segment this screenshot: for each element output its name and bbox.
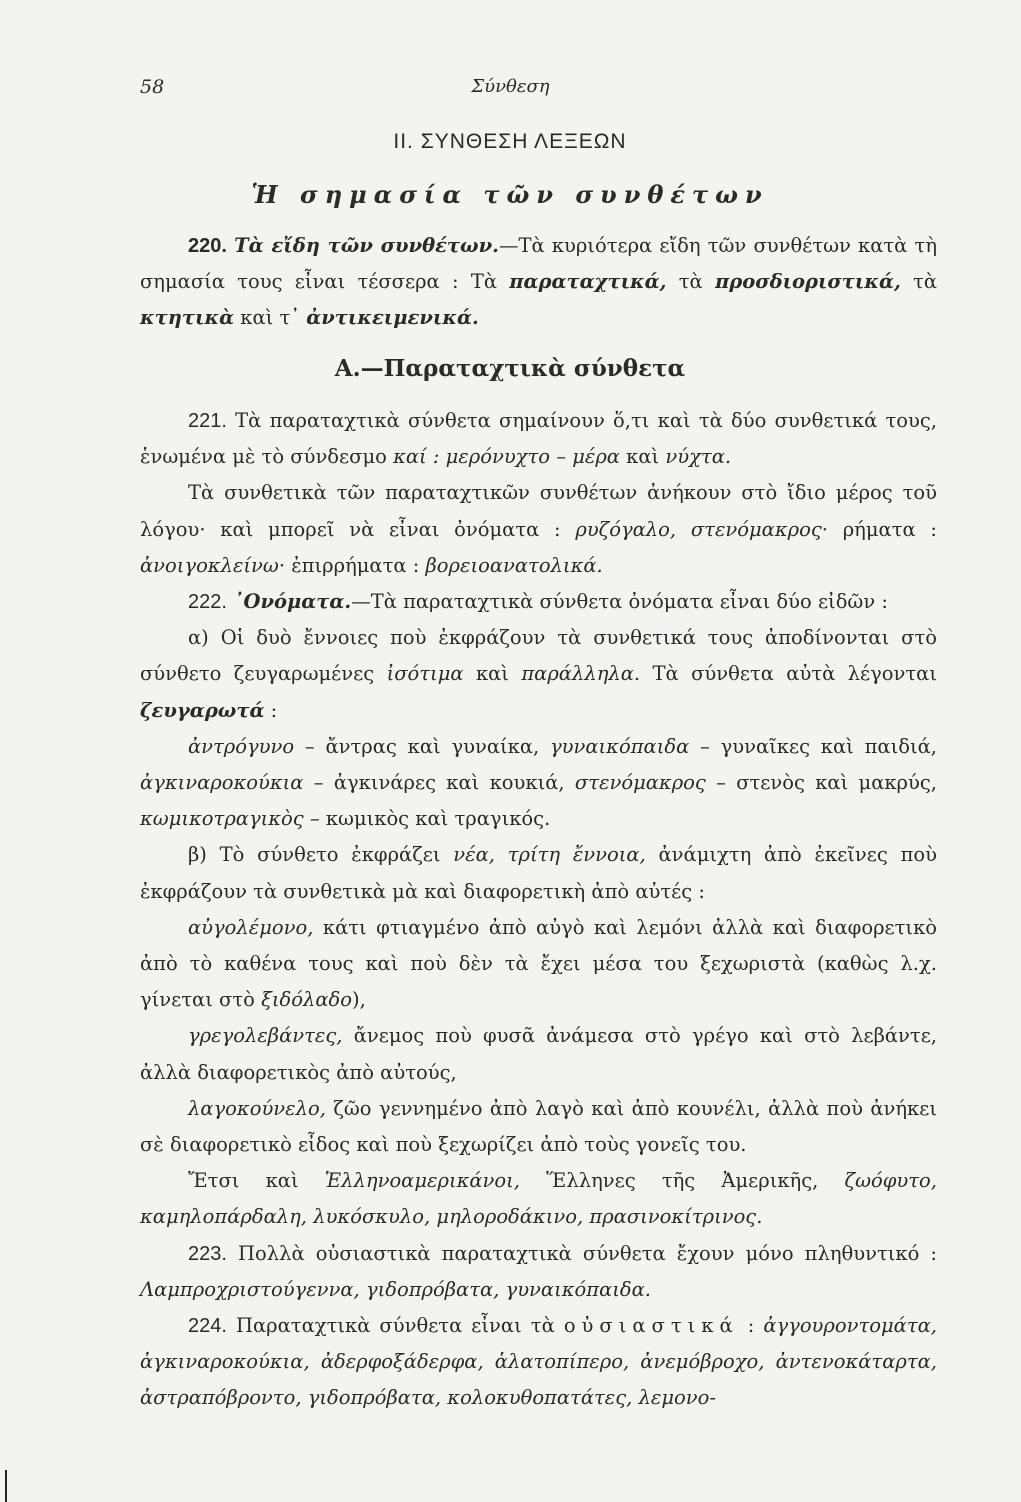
text-span xyxy=(140,306,234,329)
text-span: καὶ xyxy=(463,662,522,686)
text-span: ᾿Ονόματα. xyxy=(226,590,352,614)
text-span: —Τὰ παραταχτικὰ σύνθετα ὀνόματα εἶναι δύο εἰδῶν : xyxy=(351,590,888,614)
text-span: ἰσότιμα xyxy=(386,662,464,686)
text-span: – ἄντρας καὶ γυναίκα, xyxy=(294,734,550,758)
text-span: Ἑλληνοαμερικάνοι, xyxy=(324,1169,520,1193)
text-span: : xyxy=(264,698,278,722)
text-span: καὶ xyxy=(619,445,666,469)
text-span xyxy=(715,270,901,293)
text-span: ξιδόλαδο xyxy=(261,988,352,1012)
paragraph-222b-example-4 xyxy=(140,1163,937,1235)
paragraph-224 xyxy=(140,1308,937,1417)
text-span: προσδιοριστικά, xyxy=(714,270,901,294)
paragraph-heading: Τὰ εἴδη τῶν συνθέτων. xyxy=(234,234,499,257)
text-span: – xyxy=(550,445,573,469)
text-span: ρήματα : xyxy=(827,517,937,541)
text-span: —Τὰ κυριότερα εἴδη τῶν συνθέτων κατὰ τὴ σημασία τους εἶναι τέσσερα : Τὰ xyxy=(140,234,938,294)
text-span xyxy=(140,699,264,722)
text-span: βορειοανατολικά. xyxy=(425,553,603,577)
text-span: καί : μερόνυχτο xyxy=(393,445,551,469)
text-span: ἀνάμιχτη ἀπὸ ἐκεῖνες ποὺ ἐκφράζουν τὰ συνθετικὰ μὰ καὶ διαφορετικὴ ἀπὸ αὐτές : xyxy=(140,843,937,903)
section-title: II. ΣΥΝΘΕΣΗ ΛΕΞΕΩΝ xyxy=(393,130,627,153)
running-title: Σύνθεση xyxy=(471,76,550,97)
paragraph-221 xyxy=(140,403,937,475)
text-span: – ἀγκινάρες καὶ κουκιά, xyxy=(303,771,575,795)
paragraphs-221-224 xyxy=(140,403,937,1417)
paragraph-221b xyxy=(140,475,937,584)
text-span: μέρα xyxy=(572,445,620,469)
text-span xyxy=(509,270,666,293)
text-span: Πολλὰ οὐσιαστικὰ παραταχτικὰ σύνθετα ἔχουν μόνο πληθυντικό : xyxy=(226,1241,937,1265)
text-span: – γυναῖκες καὶ παιδιά, xyxy=(689,734,937,758)
text-span: κάτι φτιαγμένο ἀπὸ αὐγὸ καὶ λεμόνι ἀλλὰ καὶ διαφορετικὸ ἀπὸ τὸ καθένα τους καὶ ποὺ δὲν τὰ ἔχει μέσα του ξεχωριστὰ (καθὼς λ.χ. γίνεται στὸ xyxy=(140,915,937,1012)
text-span: ἄνεμος ποὺ φυσᾶ ἀνάμεσα στὸ γρέγο καὶ στὸ λεβάντε, ἀλλὰ διαφορετικὸς ἀπὸ αὐτούς, xyxy=(140,1024,937,1084)
paragraph-222b-example-1 xyxy=(140,910,937,1019)
text-span: 223. xyxy=(188,1242,227,1265)
text-span: ζωόφυτο, καμηλοπάρδαλη, λυκόσκυλο, μηλοροδάκινο, πρασινοκίτρινος. xyxy=(140,1169,937,1229)
text-span: Τὰ παραταχτικὰ σύνθετα σημαίνουν ὅ,τι καὶ τὰ δύο συνθετικά τους, ἑνωμένα μὲ τὸ σύνδεσμο xyxy=(140,409,937,469)
text-span: ἀντρόγυνο xyxy=(188,734,295,758)
text-span: λαγοκούνελο, xyxy=(188,1096,326,1120)
text-span xyxy=(306,306,479,329)
page-number: 58 xyxy=(140,76,165,98)
text-span: ἀγκιναροκούκια xyxy=(140,771,304,795)
text-span: παραταχτικά, xyxy=(509,270,667,294)
paragraph-222b-example-2 xyxy=(140,1018,937,1090)
text-span: ), xyxy=(351,988,366,1012)
text-span: : xyxy=(738,1314,764,1338)
text-span: παράλληλα. xyxy=(521,662,641,686)
text-span: καὶ τ᾿ xyxy=(234,306,307,330)
scan-edge-mark xyxy=(5,1470,7,1502)
text-span xyxy=(234,234,499,257)
text-span: στενόμακρος xyxy=(574,771,706,795)
paragraph-number: 220. xyxy=(188,235,227,257)
text-span: ἀνοιγοκλείνω· xyxy=(140,553,286,577)
paragraph-222b xyxy=(140,837,937,909)
paragraph-222a-examples xyxy=(140,729,937,838)
text-span xyxy=(140,228,937,337)
section-a-title: Α.—Παραταχτικὰ σύνθετα xyxy=(334,355,686,382)
paragraph-220 xyxy=(140,228,937,337)
text-span: – κωμικὸς καὶ τραγικός. xyxy=(303,807,551,831)
text-span: κτητικὰ xyxy=(140,306,235,330)
text-span: ζευγαρωτά xyxy=(140,698,265,722)
text-span: Λαμπροχριστούγεννα, γιδοπρόβατα, γυναικόπαιδα. xyxy=(140,1277,651,1301)
paragraph-222 xyxy=(140,584,937,620)
text-span: νέα, τρίτη ἔννοια, xyxy=(453,843,646,867)
text-span: γρεγολεβάντες, xyxy=(188,1024,343,1048)
text-span: κωμικοτραγικὸς xyxy=(140,807,304,831)
subsection-title: Ἡ σημασία τῶν συνθέτων xyxy=(251,180,769,209)
text-span: Ἕλληνες τῆς Ἀμερικῆς, xyxy=(520,1169,845,1193)
paragraph-222a xyxy=(140,620,937,729)
text-span: Τὰ συνθετικὰ τῶν παραταχτικῶν συνθέτων ἀνήκουν στὸ ἴδιο μέρος τοῦ λόγου· καὶ μπορεῖ νὰ εἶναι ὀνόματα : xyxy=(140,481,937,541)
text-span: 222. xyxy=(188,591,227,614)
text-span: αὐγολέμονο, xyxy=(188,915,314,939)
text-span: τὰ xyxy=(666,270,715,294)
text-span xyxy=(227,590,351,613)
text-span: α) Οἱ δυὸ ἔννοιες ποὺ ἐκφράζουν τὰ συνθετικά τους ἀποδίνονται στὸ σύνθετο ζευγαρωμένες xyxy=(140,626,937,686)
paragraph-223 xyxy=(140,1236,937,1308)
text-span: – στενὸς καὶ μακρύς, xyxy=(705,771,937,795)
text-span: ζῶο γεννημένο ἀπὸ λαγὸ καὶ ἀπὸ κουνέλι, ἀλλὰ ποὺ ἀνήκει σὲ διαφορετικὸ εἶδος καὶ ποὺ ξεχωρίζει ἀπὸ τοὺς γονεῖς του. xyxy=(140,1096,937,1157)
text-span: Παραταχτικὰ σύνθετα εἶναι τὰ xyxy=(226,1314,564,1338)
text-span: β) Τὸ σύνθετο ἐκφράζει xyxy=(188,843,454,867)
text-span: ἐπιρρήματα : xyxy=(285,553,426,577)
text-span: οὐσιαστικά xyxy=(563,1314,739,1338)
text-span: γυναικόπαιδα xyxy=(550,734,690,758)
text-span: ἀγγουροντομάτα, ἀγκιναροκούκια, ἀδερφοξάδερφα, ἁλατοπίπερο, ἀνεμόβροχο, ἀντενοκάταρτα, ἀστραπόβροντο, γιδοπρόβατα, κολοκυθοπατάτες, λεμονο- xyxy=(140,1314,937,1410)
text-span: νύχτα. xyxy=(665,445,732,469)
text-span: ἀντικειμενικά. xyxy=(306,306,479,330)
text-span: 221. xyxy=(188,410,227,432)
text-span: ρυζόγαλο, στενόμακρος· xyxy=(575,517,828,541)
paragraph-222b-example-3 xyxy=(140,1091,937,1163)
text-span: Ἔτσι καὶ xyxy=(188,1169,325,1193)
text-span: 224. xyxy=(188,1315,227,1338)
text-span: τὰ xyxy=(900,270,938,294)
text-span: Τὰ σύνθετα αὐτὰ λέγονται xyxy=(640,662,937,686)
